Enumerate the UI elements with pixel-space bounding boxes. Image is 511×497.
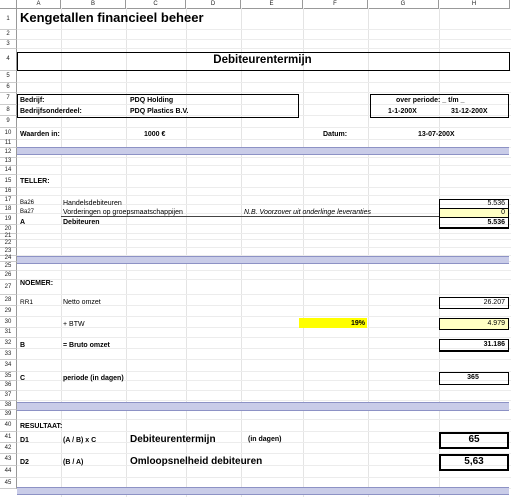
row-gridline xyxy=(17,465,511,466)
d2-code: D2 xyxy=(20,459,29,466)
column-header-g[interactable]: G xyxy=(368,0,439,9)
row-number[interactable]: 42 xyxy=(0,443,17,454)
netto-omzet-label: Netto omzet xyxy=(63,299,101,306)
teller-heading: TELLER: xyxy=(20,178,50,185)
datum-value[interactable]: 13-07-200X xyxy=(418,131,455,138)
row-number[interactable]: 44 xyxy=(0,466,17,478)
row-gridline xyxy=(17,174,511,175)
row-gridline xyxy=(17,294,511,295)
row-number[interactable]: 22 xyxy=(0,240,17,248)
row-gridline xyxy=(17,82,511,83)
row-number[interactable]: 3 xyxy=(0,40,17,49)
waarden-value[interactable]: 1000 € xyxy=(144,131,166,138)
row-gridline xyxy=(17,270,511,271)
row-gridline xyxy=(17,195,511,196)
row-number[interactable]: 18 xyxy=(0,205,17,214)
section-separator xyxy=(17,402,509,411)
row-gridline xyxy=(17,127,511,128)
bruto-omzet-label: = Bruto omzet xyxy=(63,342,110,349)
row-number[interactable]: 45 xyxy=(0,478,17,489)
row-number[interactable]: 32 xyxy=(0,338,17,349)
row-number[interactable]: 43 xyxy=(0,454,17,466)
row-gridline xyxy=(17,165,511,166)
row-number[interactable]: 27 xyxy=(0,280,17,295)
row-gridline xyxy=(17,400,511,401)
row-number[interactable]: 30 xyxy=(0,317,17,328)
teller-total-label: Debiteuren xyxy=(63,219,100,226)
d1-formula: (A / B) x C xyxy=(63,437,97,444)
d2-label: Omloopsnelheid debiteuren xyxy=(130,456,263,467)
row-gridline xyxy=(17,157,511,158)
btw-value: 4.979 xyxy=(487,320,505,327)
row-number[interactable]: 2 xyxy=(0,30,17,40)
bedrijf-label: Bedrijf: xyxy=(20,97,45,104)
row-number[interactable]: 12 xyxy=(0,148,17,158)
column-header-e[interactable]: E xyxy=(241,0,303,9)
row-gridline xyxy=(17,139,511,140)
row-number[interactable]: 41 xyxy=(0,432,17,443)
row-number[interactable]: 34 xyxy=(0,360,17,372)
teller-label-vorderingen: Vorderingen op groepsmaatschappijen xyxy=(63,209,183,216)
row-number[interactable]: 11 xyxy=(0,140,17,148)
row-number[interactable]: 28 xyxy=(0,295,17,306)
row-gridline xyxy=(17,316,511,317)
rr1-code: RR1 xyxy=(20,299,34,306)
d2-formula: (B / A) xyxy=(63,459,84,466)
row-number[interactable]: 7 xyxy=(0,93,17,105)
row-gridline xyxy=(17,48,511,49)
row-number[interactable]: 10 xyxy=(0,128,17,140)
row-number[interactable]: 39 xyxy=(0,410,17,420)
column-header-b[interactable]: B xyxy=(61,0,126,9)
row-number[interactable]: 5 xyxy=(0,71,17,83)
ba27-value: 0 xyxy=(501,209,505,216)
row-number[interactable]: 14 xyxy=(0,166,17,175)
noemer-heading: NOEMER: xyxy=(20,280,54,287)
row-number[interactable]: 20 xyxy=(0,225,17,234)
row-number[interactable]: 21 xyxy=(0,234,17,240)
d1-code: D1 xyxy=(20,437,29,444)
row-number[interactable]: 40 xyxy=(0,420,17,432)
netto-omzet-value: 26.207 xyxy=(483,299,505,306)
row-gridline xyxy=(17,92,511,93)
row-number[interactable]: 17 xyxy=(0,196,17,205)
row-gridline xyxy=(17,419,511,420)
bedrijf-value[interactable]: PDQ Holding xyxy=(130,97,174,104)
section-separator xyxy=(17,256,509,264)
column-header-d[interactable]: D xyxy=(186,0,241,9)
row-gridline xyxy=(17,327,511,328)
row-gridline xyxy=(17,247,511,248)
periode-dagen-label: periode (in dagen) xyxy=(63,375,124,382)
onderdeel-value[interactable]: PDQ Plastics B.V. xyxy=(130,108,189,115)
periode-tot[interactable]: 31-12-200X xyxy=(451,108,488,115)
periode-van[interactable]: 1-1-200X xyxy=(388,108,417,115)
waarden-label: Waarden in: xyxy=(20,131,60,138)
row-number[interactable]: 23 xyxy=(0,248,17,256)
row-number[interactable]: 19 xyxy=(0,214,17,225)
teller-code-ba27: Ba27 xyxy=(20,209,35,215)
column-header-c[interactable]: C xyxy=(126,0,186,9)
row-number[interactable]: 8 xyxy=(0,105,17,116)
row-number[interactable]: 16 xyxy=(0,188,17,196)
row-gridline xyxy=(17,390,511,391)
row-number[interactable]: 4 xyxy=(0,49,17,71)
row-number[interactable]: 24 xyxy=(0,256,17,262)
row-number[interactable]: 38 xyxy=(0,401,17,410)
row-number[interactable]: 6 xyxy=(0,83,17,93)
row-number[interactable]: 29 xyxy=(0,306,17,317)
row-gridline xyxy=(17,239,511,240)
row-gridline xyxy=(17,233,511,234)
d1-label: Debiteurentermijn xyxy=(130,434,216,445)
d1-unit: (in dagen) xyxy=(248,436,282,443)
datum-label: Datum: xyxy=(323,131,348,138)
bruto-omzet-value: 31.186 xyxy=(483,341,505,348)
row-number[interactable]: 15 xyxy=(0,175,17,188)
btw-label: + BTW xyxy=(63,321,85,328)
teller-label-handelsdebiteuren: Handelsdebiteuren xyxy=(63,200,122,207)
row-gridline xyxy=(17,477,511,478)
resultaat-heading: RESULTAAT: xyxy=(20,423,63,430)
b-code: B xyxy=(20,342,26,349)
periode-label: over periode: _ t/m _ xyxy=(396,97,465,104)
row-number[interactable]: 37 xyxy=(0,391,17,401)
row-gridline xyxy=(17,359,511,360)
row-gridline xyxy=(17,453,511,454)
teller-total-code: A xyxy=(20,219,26,226)
periode-dagen-value: 365 xyxy=(467,374,479,381)
row-number[interactable]: 25 xyxy=(0,262,17,271)
row-gridline xyxy=(17,337,511,338)
teller-note: N.B. Voorzover uit onderlinge leveranties xyxy=(244,209,371,216)
column-header-a[interactable]: A xyxy=(17,0,61,9)
c-code: C xyxy=(20,375,26,382)
row-gridline xyxy=(17,29,511,30)
onderdeel-label: Bedrijfsonderdeel: xyxy=(20,108,82,115)
row-number[interactable]: 26 xyxy=(0,271,17,280)
row-gridline xyxy=(17,279,511,280)
row-number[interactable]: 35 xyxy=(0,372,17,381)
row-number[interactable]: 36 xyxy=(0,381,17,391)
section-separator xyxy=(17,487,509,495)
d1-result-value: 65 xyxy=(468,434,480,445)
row-number[interactable]: 33 xyxy=(0,349,17,360)
teller-code-ba26: Ba26 xyxy=(20,200,35,206)
row-gridline xyxy=(17,431,511,432)
corner-cell[interactable] xyxy=(0,0,17,9)
row-number[interactable]: 9 xyxy=(0,116,17,128)
row-number[interactable]: 13 xyxy=(0,158,17,166)
column-header-f[interactable]: F xyxy=(303,0,368,9)
btw-rate-value: 19% xyxy=(350,320,365,327)
row-gridline xyxy=(17,39,511,40)
row-gridline xyxy=(17,371,511,372)
sheet-subtitle[interactable]: Debiteurentermijn xyxy=(213,54,312,66)
section-separator xyxy=(17,147,509,155)
row-number[interactable]: 31 xyxy=(0,328,17,338)
column-header-h[interactable]: H xyxy=(439,0,510,9)
d2-result-value: 5,63 xyxy=(464,456,484,467)
ba26-value: 5.536 xyxy=(487,200,505,207)
row-number[interactable]: 1 xyxy=(0,9,17,30)
row-gridline xyxy=(17,187,511,188)
sheet-title[interactable]: Kengetallen financieel beheer xyxy=(20,10,204,25)
debiteuren-value: 5.536 xyxy=(487,219,505,226)
